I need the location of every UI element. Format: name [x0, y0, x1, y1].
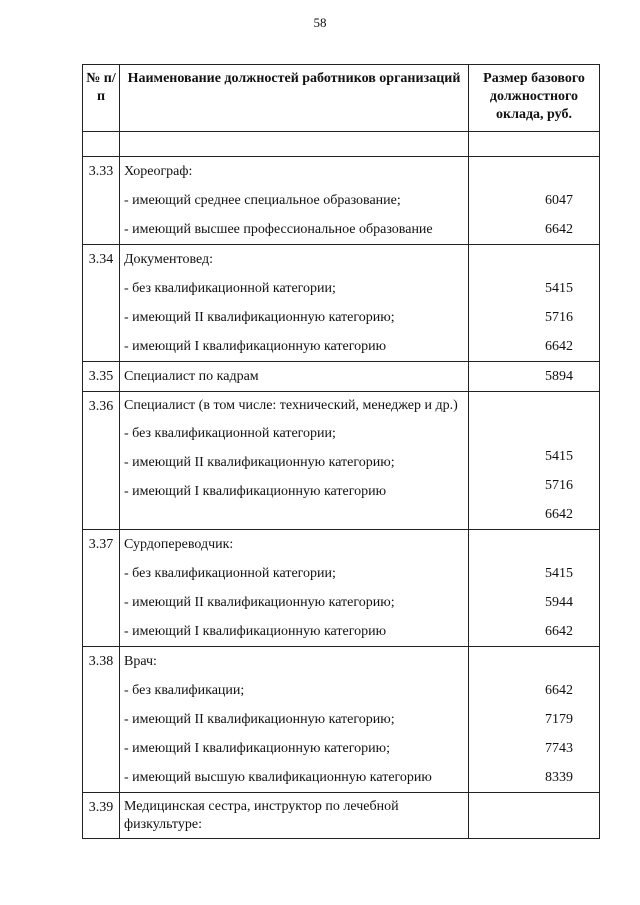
salary-cell [469, 245, 600, 362]
position-cell [120, 362, 469, 392]
position-item: - без квалификации; [124, 683, 245, 698]
position-item: - имеющий II квалификационную категорию; [124, 595, 395, 610]
row-number: 3.37 [83, 530, 120, 647]
salary-value: 5716 [545, 310, 573, 325]
position-cell [120, 647, 469, 793]
row-number: 3.36 [83, 392, 120, 530]
salary-cell [469, 157, 600, 245]
row-number: 3.34 [83, 245, 120, 362]
position-item: - имеющий II квалификационную категорию; [124, 455, 395, 470]
salary-value: 6642 [545, 683, 573, 698]
position-title: Медицинская сестра, инструктор по лечебной физкультуре: [124, 799, 399, 832]
table-row [83, 530, 600, 647]
header-num: № п/п [83, 65, 120, 132]
table-row [83, 793, 600, 839]
salary-value: 5415 [545, 281, 573, 296]
table-row [83, 245, 600, 362]
salary-value: 6642 [545, 624, 573, 639]
salary-value: 5944 [545, 595, 573, 610]
salary-table [82, 64, 600, 839]
position-item: - имеющий II квалификационную категорию; [124, 712, 395, 727]
position-cell [120, 530, 469, 647]
row-number: 3.38 [83, 647, 120, 793]
position-cell [120, 392, 469, 530]
position-title: Врач: [124, 654, 157, 669]
header-name: Наименование должностей работников организаций [120, 65, 469, 132]
table-header-row [83, 65, 600, 132]
table-row [83, 647, 600, 793]
salary-cell [469, 530, 600, 647]
position-item: - имеющий II квалификационную категорию; [124, 310, 395, 325]
salary-value: 6642 [545, 507, 573, 522]
salary-cell [469, 647, 600, 793]
row-number: 3.35 [83, 362, 120, 392]
salary-value: 6642 [545, 339, 573, 354]
position-item: - имеющий I квалификационную категорию [124, 624, 387, 639]
salary-cell [469, 392, 600, 530]
position-item: - имеющий I квалификационную категорию; [124, 741, 390, 756]
position-item: - имеющий I квалификационную категорию [124, 339, 387, 354]
row-number: 3.39 [83, 793, 120, 839]
position-item: - без квалификационной категории; [124, 281, 336, 296]
salary-value: 5415 [545, 449, 573, 464]
position-item: - имеющий высшее профессиональное образование [124, 222, 433, 237]
table-row [83, 362, 600, 392]
position-title: Специалист (в том числе: технический, менеджер и др.) [124, 398, 458, 413]
salary-value: 7179 [545, 712, 573, 727]
position-item: - без квалификационной категории; [124, 566, 336, 581]
empty-row [83, 132, 600, 157]
salary-value: 5894 [545, 369, 573, 384]
position-cell [120, 157, 469, 245]
salary-value: 7743 [545, 741, 573, 756]
salary-cell [469, 362, 600, 392]
salary-value: 8339 [545, 770, 573, 785]
header-value: Размер базового должностного оклада, руб. [469, 65, 600, 132]
table-row [83, 157, 600, 245]
position-item: - имеющий среднее специальное образование; [124, 193, 401, 208]
page-number: 58 [313, 15, 327, 30]
salary-value: 5716 [545, 478, 573, 493]
position-title: Сурдопереводчик: [124, 537, 234, 552]
position-title: Хореограф: [124, 164, 193, 179]
salary-value: 5415 [545, 566, 573, 581]
position-item: - без квалификационной категории; [124, 426, 336, 441]
row-number: 3.33 [83, 157, 120, 245]
salary-value: 6047 [545, 193, 573, 208]
salary-cell [469, 793, 600, 839]
salary-value: 6642 [545, 222, 573, 237]
position-item: - имеющий I квалификационную категорию [124, 484, 387, 499]
position-cell [120, 793, 469, 839]
table-row [83, 392, 600, 530]
position-item: - имеющий высшую квалификационную категорию [124, 770, 432, 785]
position-title: Специалист по кадрам [124, 369, 259, 384]
position-title: Документовед: [124, 252, 214, 267]
position-cell [120, 245, 469, 362]
